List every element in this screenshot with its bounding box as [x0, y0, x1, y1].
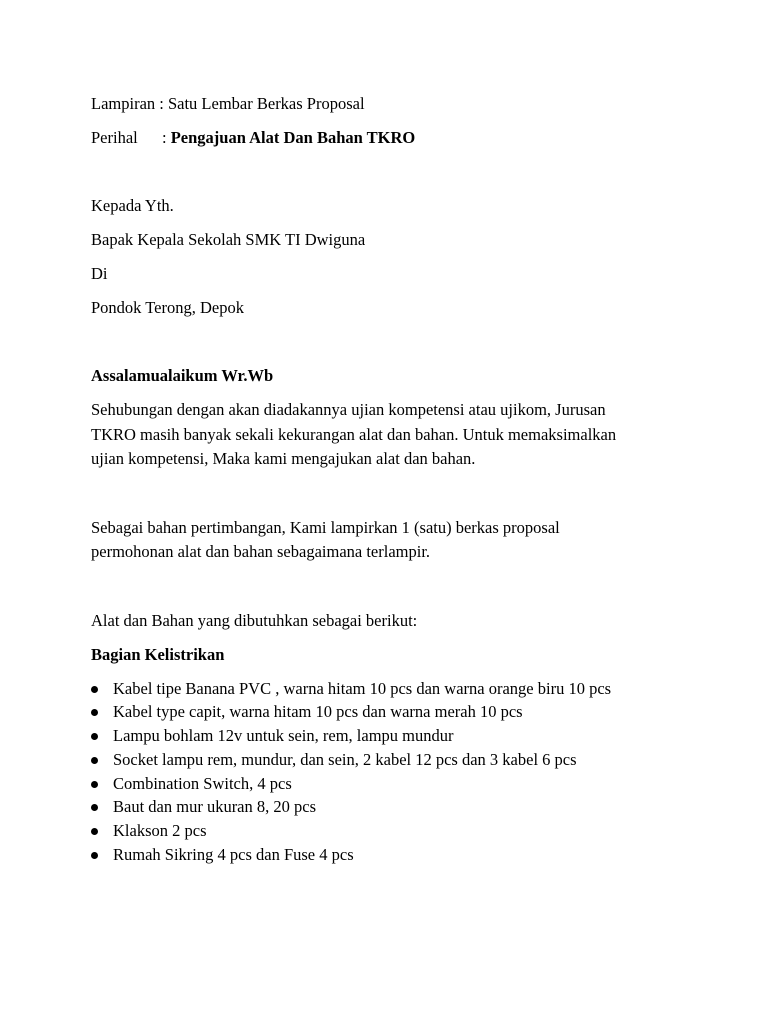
bullet-icon — [91, 686, 98, 693]
list-item-text: Socket lampu rem, mundur, dan sein, 2 kabel 12 pcs dan 3 kabel 6 pcs — [113, 749, 577, 769]
list-item — [91, 819, 691, 843]
list-item — [91, 772, 691, 796]
bullet-icon — [91, 781, 98, 788]
bullet-icon — [91, 709, 98, 716]
list-item — [91, 843, 691, 867]
list-item — [91, 724, 691, 748]
list-item-text: Combination Switch, 4 pcs — [113, 773, 292, 793]
section-heading: Bagian Kelistrikan — [91, 644, 225, 664]
paragraph-2-line-1: Sebagai bahan pertimbangan, Kami lampirkan 1 (satu) berkas proposal — [91, 517, 560, 537]
list-item — [91, 795, 691, 819]
bullet-icon — [91, 804, 98, 811]
list-item-text: Baut dan mur ukuran 8, 20 pcs — [113, 797, 317, 817]
perihal-label: Perihal — [91, 128, 138, 147]
list-item-text: Kabel tipe Banana PVC , warna hitam 10 pcs dan warna orange biru 10 pcs — [113, 678, 612, 698]
bullet-icon — [91, 757, 98, 764]
paragraph-1-line-2: TKRO masih banyak sekali kekurangan alat dan bahan. Untuk memaksimalkan — [91, 424, 617, 444]
lampiran-line — [91, 92, 691, 116]
greeting: Assalamualaikum Wr.Wb — [91, 366, 274, 385]
list-item — [91, 677, 691, 701]
perihal-line — [91, 126, 691, 150]
document-page — [91, 92, 691, 867]
bullet-icon — [91, 852, 98, 859]
recipient-line-4: Pondok Terong, Depok — [91, 298, 244, 317]
paragraph-2 — [91, 516, 691, 565]
list-item — [91, 700, 691, 724]
bullet-icon — [91, 733, 98, 740]
paragraph-2-line-2: permohonan alat dan bahan sebagaimana terlampir. — [91, 542, 431, 561]
paragraph-1 — [91, 398, 691, 472]
lampiran-label: Lampiran — [91, 94, 156, 113]
perihal-value: Pengajuan Alat Dan Bahan TKRO — [170, 128, 416, 147]
item-list — [91, 677, 691, 867]
bullet-icon — [91, 828, 98, 835]
recipient-line-3: Di — [91, 264, 108, 283]
paragraph-1-line-3: ujian kompetensi, Maka kami mengajukan alat dan bahan. — [91, 449, 476, 468]
recipient-line-1: Kepada Yth. — [91, 196, 174, 215]
perihal-colon: : — [162, 128, 171, 147]
list-item-text: Kabel type capit, warna hitam 10 pcs dan warna merah 10 pcs — [113, 702, 523, 722]
list-item-text: Lampu bohlam 12v untuk sein, rem, lampu mundur — [113, 726, 454, 746]
list-intro: Alat dan Bahan yang dibutuhkan sebagai berikut: — [91, 610, 418, 630]
list-item-text: Rumah Sikring 4 pcs dan Fuse 4 pcs — [113, 845, 354, 865]
recipient-line-2: Bapak Kepala Sekolah SMK TI Dwiguna — [91, 230, 366, 249]
lampiran-value: : Satu Lembar Berkas Proposal — [159, 94, 365, 113]
paragraph-1-line-1: Sehubungan dengan akan diadakannya ujian kompetensi atau ujikom, Jurusan — [91, 400, 606, 419]
list-item — [91, 748, 691, 772]
list-item-text: Klakson 2 pcs — [113, 821, 207, 841]
